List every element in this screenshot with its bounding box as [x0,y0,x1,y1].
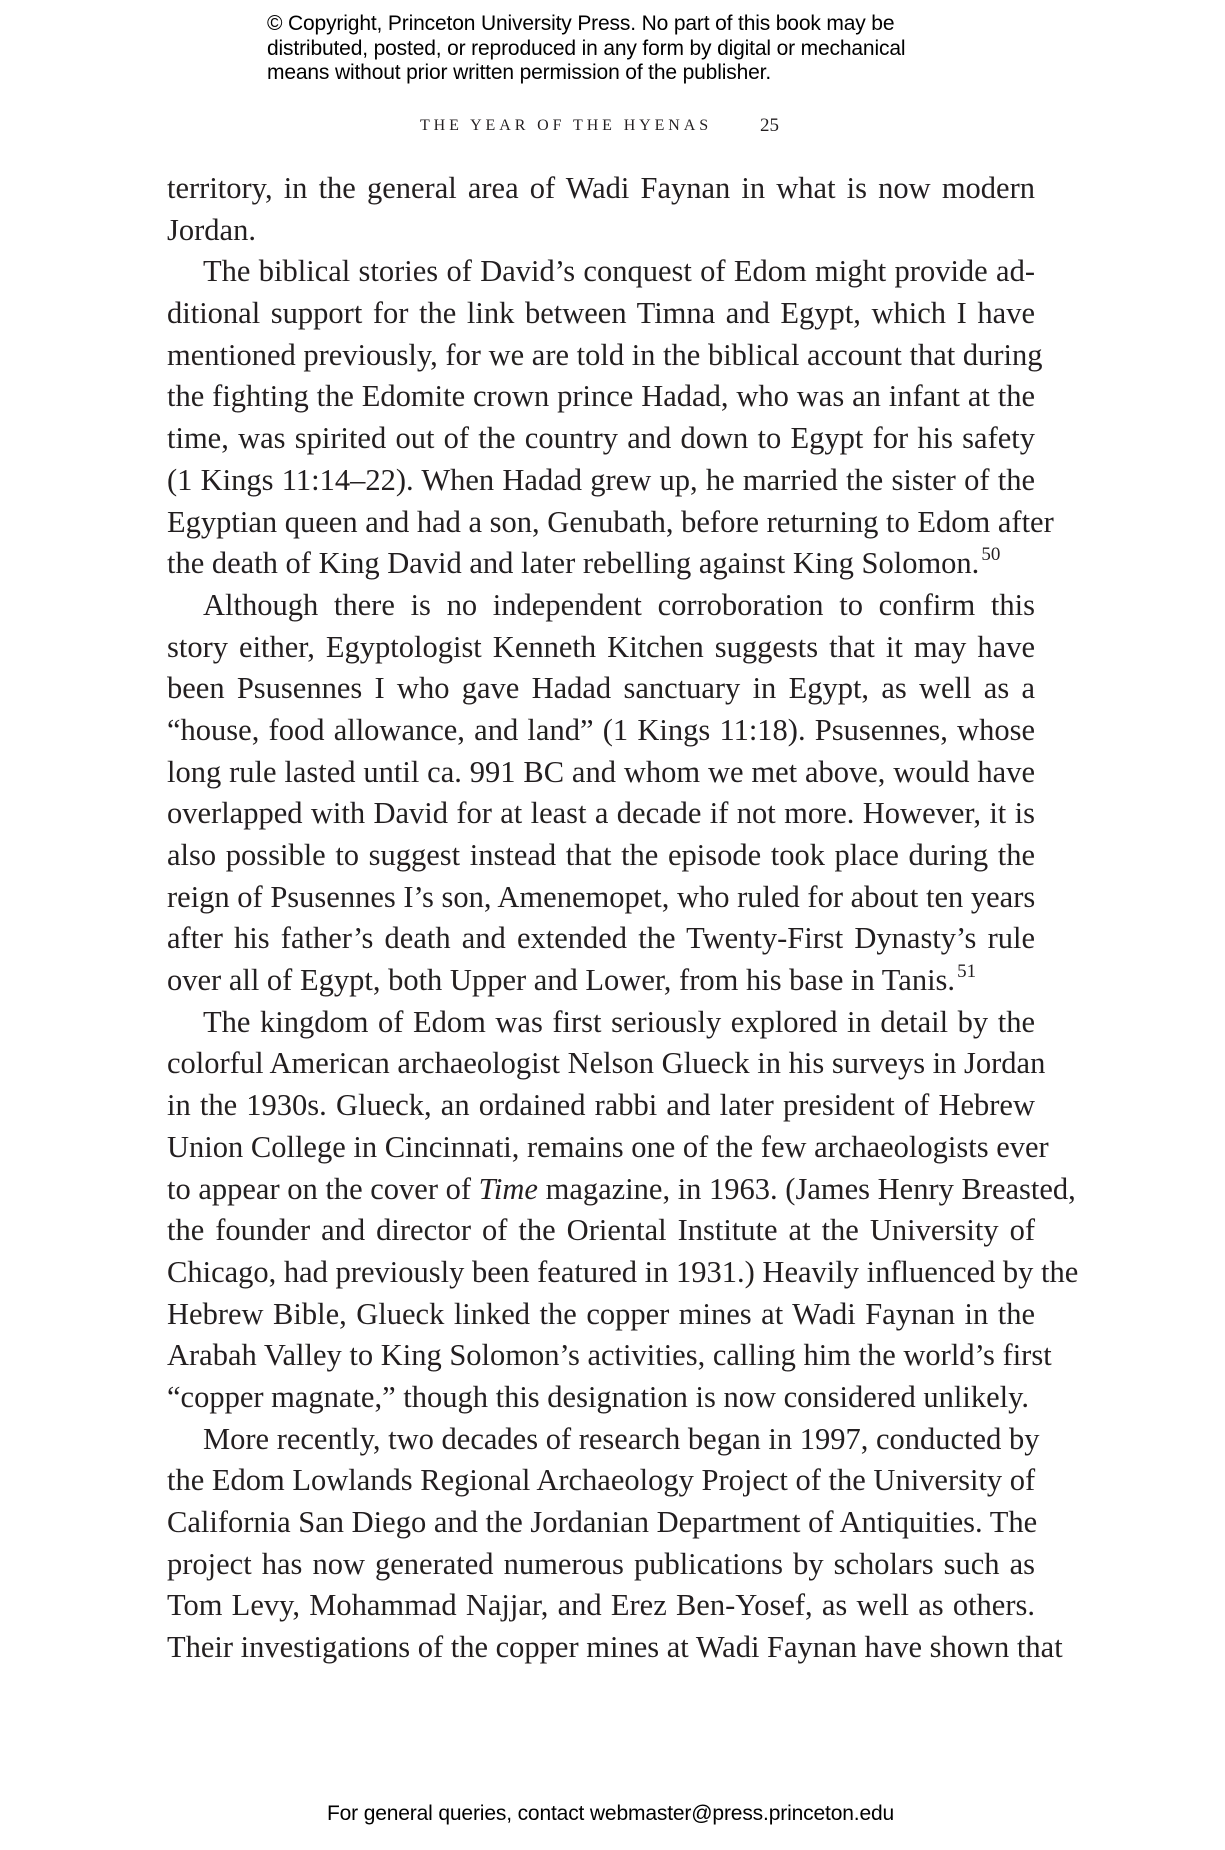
text-line: Their investigations of the copper mines at Wadi Faynan have shown that [167,1630,1063,1665]
text-line: the Edom Lowlands Regional Archaeology Project of the University of [167,1463,1036,1498]
text-line: colorful American archaeologist Nelson Glueck in his surveys in Jordan [167,1046,1046,1081]
text-line: story either, Egyptologist Kenneth Kitchen suggests that it may have [167,629,1035,664]
copyright-line: distributed, posted, or reproduced in any form by digital or mechanical [267,36,906,60]
footnote-reference-51[interactable]: 51 [957,961,977,983]
text-line [167,960,1035,1002]
text-line: the founder and director of the Oriental Institute at the University of [167,1213,1035,1248]
footer-text: For general queries, contact webmaster@press.princeton.edu [326,1802,895,1825]
text-line: The biblical stories of David’s conquest of Edom might provide ad- [203,254,1035,289]
text-line: after his father’s death and extended the Twenty-First Dynasty’s rule [167,921,1035,956]
text-line: Jordan. [167,212,256,247]
text-line: Tom Levy, Mohammad Najjar, and Erez Ben-Yosef, as well as others. [167,1588,1035,1623]
text-line [167,1169,1076,1211]
line-text: the death of King David and later rebelling against King Solomon. [167,546,980,581]
text-line: reign of Psusennes I’s son, Amenemopet, who ruled for about ten years [167,879,1036,914]
text-line: mentioned previously, for we are told in the biblical account that during [167,337,1043,372]
paragraph-psusennes [167,585,1035,1002]
text-line: The kingdom of Edom was first seriously explored in detail by the [203,1004,1035,1039]
text-line: Arabah Valley to King Solomon’s activities, calling him the world’s first [167,1338,1052,1373]
text-line: Egyptian queen and had a son, Genubath, before returning to Edom after [167,504,1054,539]
paragraph-hadad [167,251,1054,585]
body-text [167,168,1079,1669]
text-line: Union College in Cincinnati, remains one of the few archaeologists ever [167,1129,1049,1164]
text-line: long rule lasted until ca. 991 BC and whom we met above, would have [167,754,1035,789]
text-line: Chicago, had previously been featured in 1931.) Heavily influenced by the [167,1254,1079,1289]
text-line: More recently, two decades of research began in 1997, conducted by [203,1421,1040,1456]
italic-title-time: Time [478,1171,538,1206]
copyright-notice [267,12,987,86]
page-number: 25 [760,115,779,136]
line-text: over all of Egypt, both Upper and Lower, from his base in Tanis. [167,963,956,998]
text-line: overlapped with David for at least a decade if not more. However, it is [167,796,1035,831]
text-line: territory, in the general area of Wadi Faynan in what is now modern [167,171,1035,205]
text-line: Hebrew Bible, Glueck linked the copper mines at Wadi Faynan in the [167,1296,1035,1331]
line-text: magazine, in 1963. (James Henry Breasted, [537,1171,1076,1206]
text-line: California San Diego and the Jordanian Department of Antiquities. The [167,1505,1038,1539]
running-head-title: THE YEAR OF THE HYENAS [420,117,713,134]
footer-contact [0,1801,1225,1827]
text-line: Although there is no independent corroboration to confirm this [203,587,1035,622]
text-line: also possible to suggest instead that the episode took place during the [167,838,1035,872]
paragraph-elrap [167,1419,1063,1669]
footnote-reference-50[interactable]: 50 [981,544,1001,566]
text-line: project has now generated numerous publications by scholars such as [167,1546,1035,1581]
copyright-line: means without prior written permission of the publisher. [267,61,772,84]
text-line: been Psusennes I who gave Hadad sanctuary in Egypt, as well as a [167,671,1035,706]
text-line: in the 1930s. Glueck, an ordained rabbi and later president of Hebrew [167,1088,1035,1123]
text-line: ditional support for the link between Timna and Egypt, which I have [167,296,1035,331]
copyright-line: © Copyright, Princeton University Press. No part of this book may be [267,12,895,35]
text-line: time, was spirited out of the country and down to Egypt for his safety [167,421,1035,456]
text-line: “house, food allowance, and land” (1 Kings 11:18). Psusennes, whose [167,712,1035,747]
text-line: the fighting the Edomite crown prince Hadad, who was an infant at the [167,379,1035,414]
paragraph-glueck [167,1002,1079,1419]
text-line: (1 Kings 11:14–22). When Hadad grew up, he married the sister of the [167,462,1035,497]
text-line: “copper magnate,” though this designation is now considered unlikely. [167,1379,1029,1414]
paragraph-continued [167,168,1035,251]
text-line [167,543,1035,585]
line-text: to appear on the cover of [167,1171,479,1206]
